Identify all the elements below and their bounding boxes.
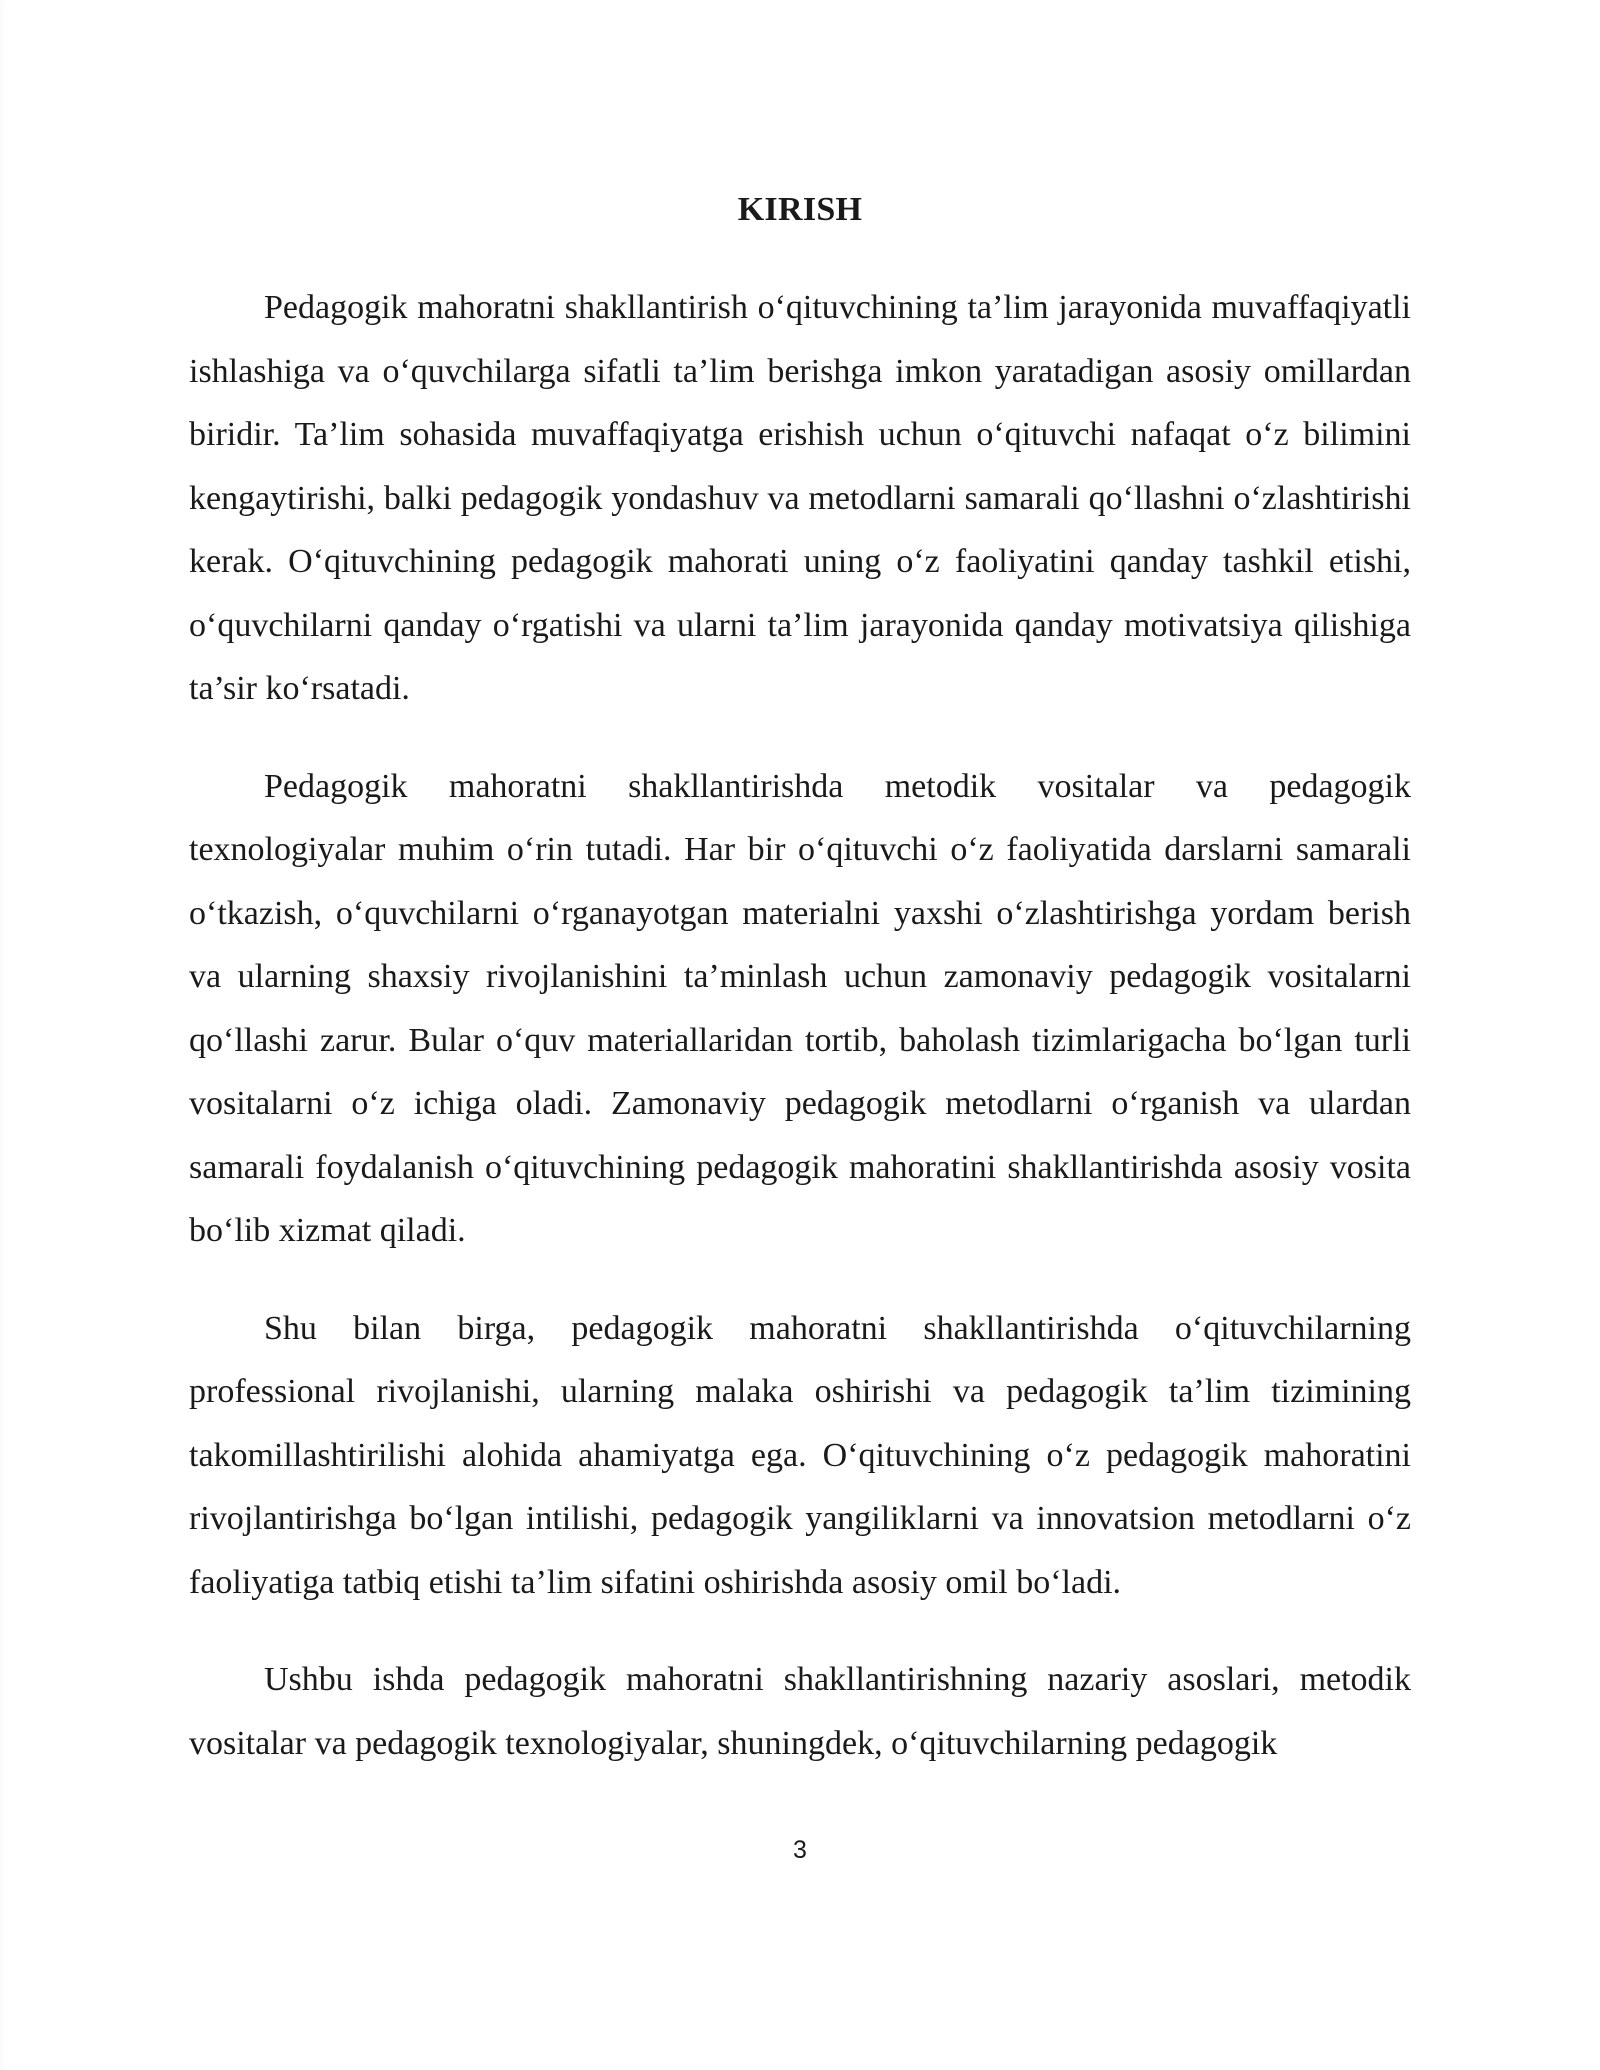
document-body bbox=[189, 186, 1411, 1775]
section-title: KIRISH bbox=[737, 191, 863, 228]
paragraph-1: Pedagogik mahoratni shakllantirish o‘qituvchining ta’lim jarayonida muvaffaqiyatli ishlashiga va o‘quvchilarga sifatli ta’lim berishga imkon yaratadigan asosiy omillardan biridir. Ta’lim sohasida muvaffaqiyatga erishish uchun o‘qituvchi nafaqat o‘z bilimini kengaytirishi, balki pedagogik yondashuv va metodlarni samarali qo‘llashni o‘zlashtirishi kerak. O‘qituvchining pedagogik mahorati uning o‘z faoliyatini qanday tashkil etishi, o‘quvchilarni qanday o‘rgatishi va ularni ta’lim jarayonida qanday motivatsiya qilishiga ta’sir ko‘rsatadi. bbox=[189, 289, 1411, 707]
paragraph-3: Shu bilan birga, pedagogik mahoratni shakllantirishda o‘qituvchilarning professional rivojlanishi, ularning malaka oshirishi va pedagogik ta’lim tizimining takomillashtirilishi alohida ahamiyatga ega. O‘qituvchining o‘z pedagogik mahoratini rivojlantirishga bo‘lgan intilishi, pedagogik yangiliklarni va innovatsion metodlarni o‘z faoliyatiga tatbiq etishi ta’lim sifatini oshirishda asosiy omil bo‘ladi. bbox=[189, 1309, 1411, 1601]
page-number: 3 bbox=[793, 1836, 807, 1864]
paragraph-4: Ushbu ishda pedagogik mahoratni shakllantirishning nazariy asoslari, metodik vositalar va pedagogik texnologiyalar, shuningdek, o‘qituvchilarning pedagogik bbox=[189, 1661, 1411, 1762]
paragraph-2: Pedagogik mahoratni shakllantirishda metodik vositalar va pedagogik texnologiyalar muhim o‘rin tutadi. Har bir o‘qituvchi o‘z faoliyatida darslarni samarali o‘tkazish, o‘quvchilarni o‘rganayotgan materialni yaxshi o‘zlashtirishga yordam berish va ularning shaxsiy rivojlanishini ta’minlash uchun zamonaviy pedagogik vositalarni qo‘llashi zarur. Bular o‘quv materiallaridan tortib, baholash tizimlarigacha bo‘lgan turli vositalarni o‘z ichiga oladi. Zamonaviy pedagogik metodlarni o‘rganish va ulardan samarali foydalanish o‘qituvchining pedagogik mahoratini shakllantirishda asosiy vosita bo‘lib xizmat qiladi. bbox=[189, 767, 1411, 1249]
